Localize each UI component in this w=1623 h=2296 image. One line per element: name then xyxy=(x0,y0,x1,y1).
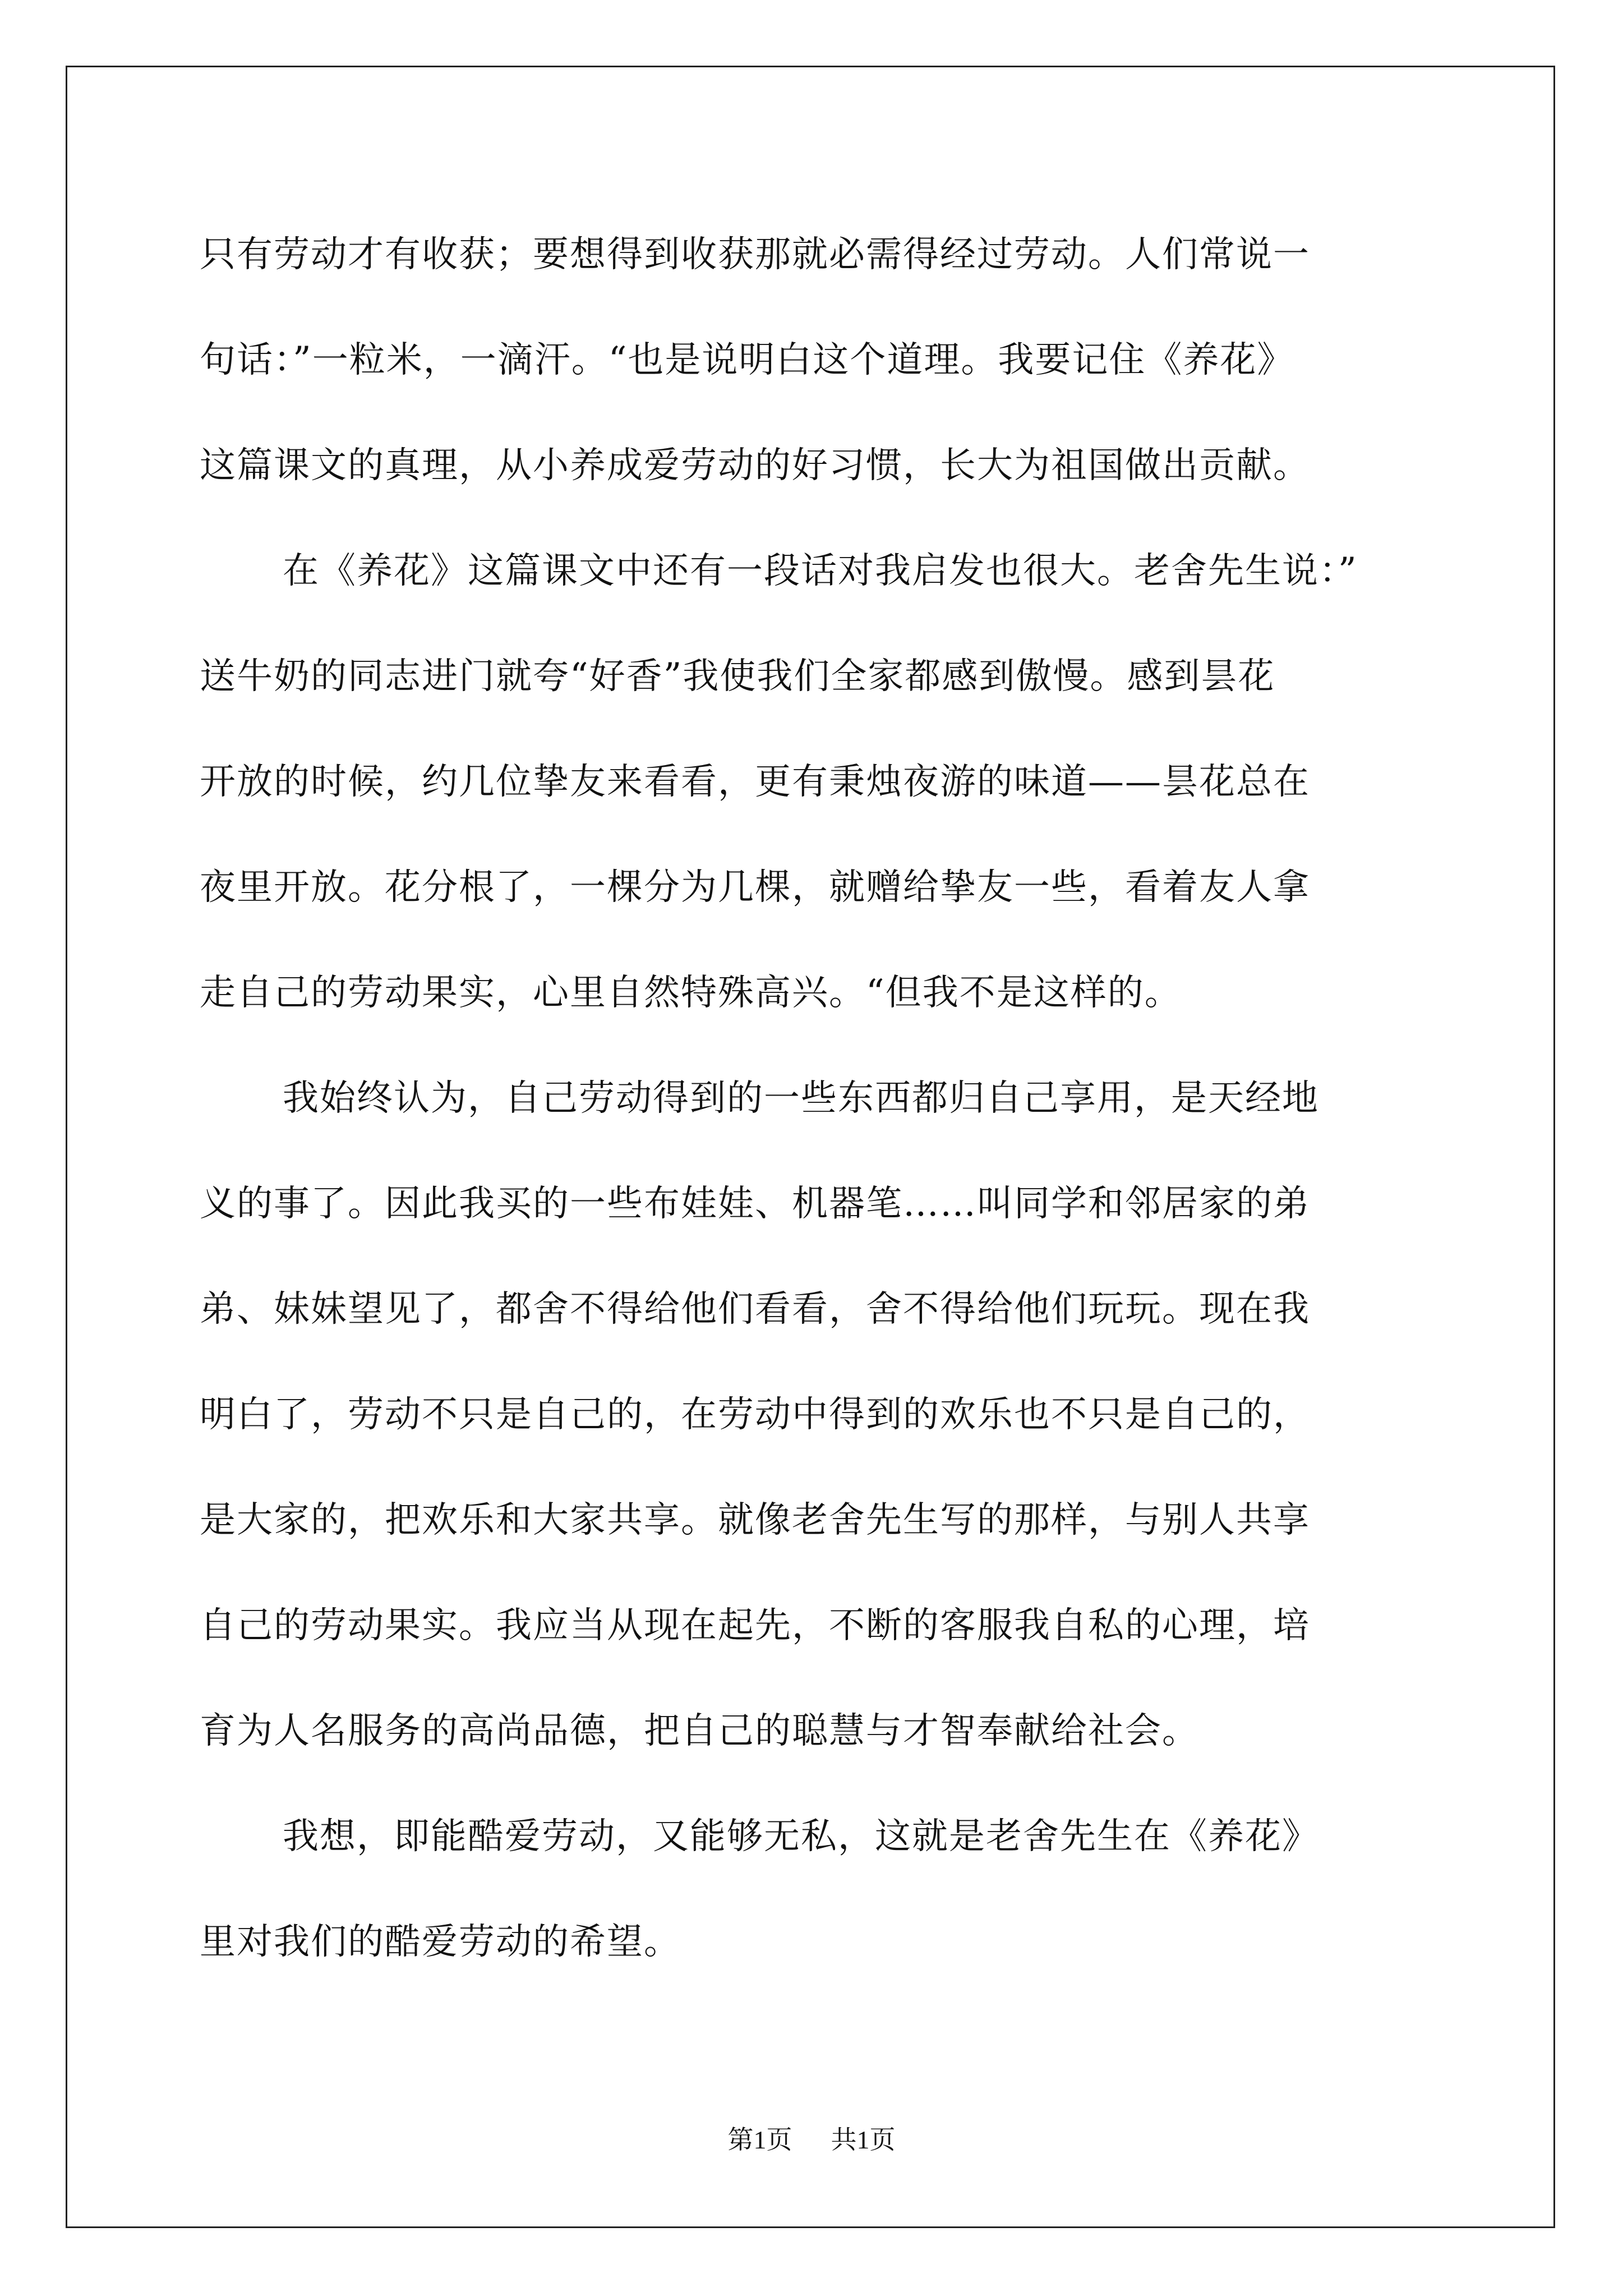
text-line: 弟、妹妹望见了，都舍不得给他们看看，舍不得给他们玩玩。现在我 xyxy=(200,1289,1310,1330)
document-body xyxy=(200,202,1422,1995)
text-line: 只有劳动才有收获；要想得到收获那就必需得经过劳动。人们常说一 xyxy=(200,234,1310,275)
text-line: 夜里开放。花分根了，一棵分为几棵，就赠给挚友一些，看着友人拿 xyxy=(200,867,1310,908)
text-line: 我始终认为，自己劳动得到的一些东西都归自己享用，是天经地 xyxy=(283,1078,1319,1119)
page-footer xyxy=(0,2119,1623,2156)
text-line: 这篇课文的真理，从小养成爱劳动的好习惯，长大为祖国做出贡献。 xyxy=(200,445,1310,486)
text-line: 开放的时候，约几位挚友来看看，更有秉烛夜游的味道——昙花总在 xyxy=(200,761,1310,803)
text-line: 送牛奶的同志进门就夸“好香”我使我们全家都感到傲慢。感到昙花 xyxy=(200,656,1275,697)
text-line: 在《养花》这篇课文中还有一段话对我启发也很大。老舍先生说：” xyxy=(283,550,1358,592)
text-line: 自己的劳动果实。我应当从现在起先，不断的客服我自私的心理，培 xyxy=(200,1605,1310,1646)
text-line: 我想，即能酷爱劳动，又能够无私，这就是老舍先生在《养花》 xyxy=(283,1816,1319,1857)
text-line: 明白了，劳动不只是自己的，在劳动中得到的欢乐也不只是自己的， xyxy=(200,1394,1310,1435)
text-line: 句话：”一粒米，一滴汗。“也是说明白这个道理。我要记住《养花》 xyxy=(200,339,1294,381)
page-total: 共1页 xyxy=(831,2125,896,2154)
text-line: 是大家的，把欢乐和大家共享。就像老舍先生写的那样，与别人共享 xyxy=(200,1499,1310,1541)
text-line: 里对我们的酷爱劳动的希望。 xyxy=(200,1921,681,1963)
text-line: 走自己的劳动果实，心里自然特殊高兴。“但我不是这样的。 xyxy=(200,972,1182,1014)
text-line: 育为人名服务的高尚品德，把自己的聪慧与才智奉献给社会。 xyxy=(200,1710,1199,1752)
text-line: 义的事了。因此我买的一些布娃娃、机器笔……叫同学和邻居家的弟 xyxy=(200,1183,1310,1225)
page-number: 第1页 xyxy=(727,2125,792,2154)
